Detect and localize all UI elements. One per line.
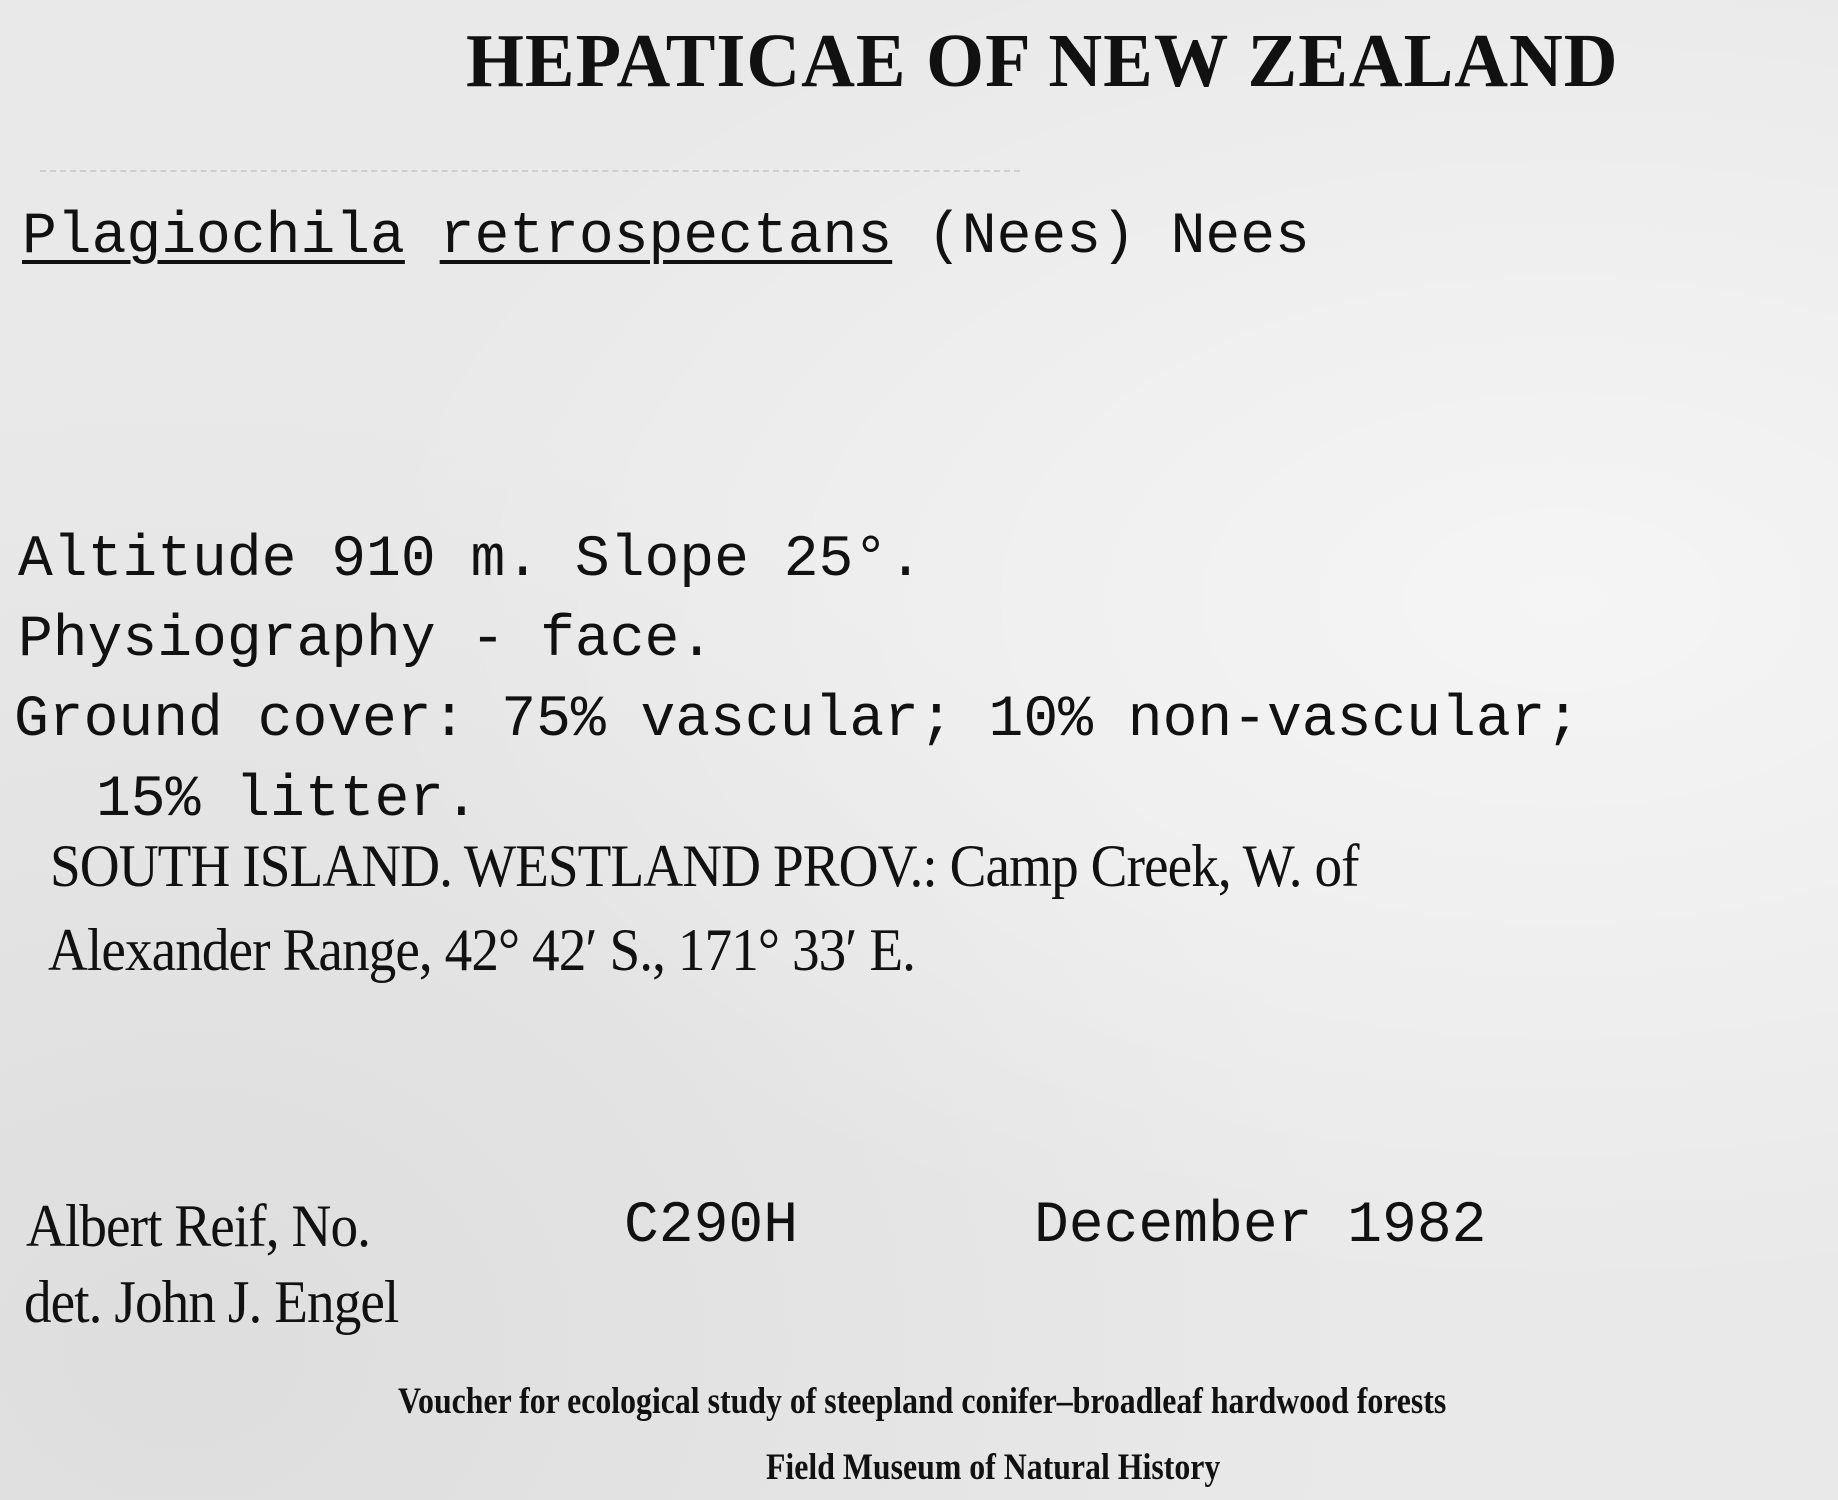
collector-label: Albert Reif, No. — [26, 1193, 371, 1259]
institution-name: Field Museum of Natural History — [766, 1447, 1221, 1488]
collection-number: C290H — [624, 1194, 799, 1259]
taxon-name — [22, 205, 1310, 270]
label-header: HEPATICAE OF NEW ZEALAND — [466, 19, 1619, 103]
taxon-authority: (Nees) Nees — [926, 205, 1310, 270]
locality-line-2: Alexander Range, 42° 42′ S., 171° 33′ E. — [48, 917, 916, 983]
voucher-note: Voucher for ecological study of steepland conifer–broadleaf hardwood forests — [398, 1381, 1447, 1422]
determiner: det. John J. Engel — [24, 1269, 399, 1335]
genus: Plagiochila — [22, 205, 405, 270]
ground-cover-line-2: 15% litter. — [96, 768, 479, 833]
altitude-slope: Altitude 910 m. Slope 25°. — [18, 528, 923, 593]
species-epithet: retrospectans — [439, 205, 893, 270]
ground-cover-line-1: Ground cover: 75% vascular; 10% non-vascular; — [14, 688, 1581, 753]
physiography: Physiography - face. — [18, 608, 715, 673]
faint-divider — [40, 170, 1020, 172]
locality-line-1: SOUTH ISLAND. WESTLAND PROV.: Camp Creek, W. of — [50, 833, 1359, 899]
collection-date: December 1982 — [1034, 1194, 1487, 1259]
